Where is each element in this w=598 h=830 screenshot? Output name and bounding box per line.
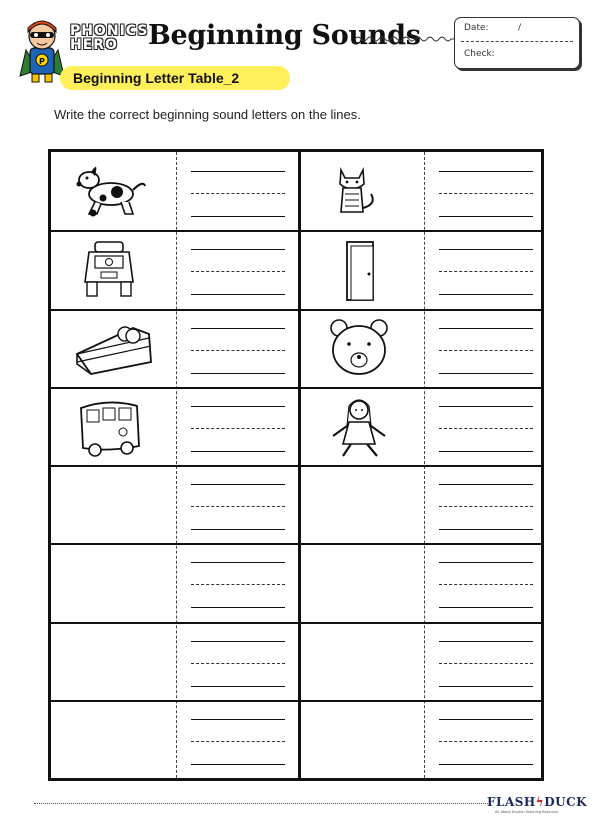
instructions: Write the correct beginning sound letters on the lines. bbox=[54, 107, 361, 122]
left-writing-line-top[interactable] bbox=[191, 249, 285, 250]
right-writing-line-top[interactable] bbox=[439, 249, 533, 250]
lightning-bolt-icon: ϟ bbox=[535, 795, 545, 809]
brand-line-1: PHONICS bbox=[70, 23, 149, 39]
left-writing-line-top[interactable] bbox=[191, 406, 285, 407]
date-box-divider bbox=[461, 41, 573, 42]
right-writing-line-bottom[interactable] bbox=[439, 373, 533, 374]
right-writing-line-bottom[interactable] bbox=[439, 607, 533, 608]
right-writing-line-middle[interactable] bbox=[439, 428, 533, 429]
left-writing-line-bottom[interactable] bbox=[191, 294, 285, 295]
left-writing-line-middle[interactable] bbox=[191, 506, 285, 507]
right-writing-line-top[interactable] bbox=[439, 406, 533, 407]
right-writing-line-middle[interactable] bbox=[439, 741, 533, 742]
svg-text:P: P bbox=[39, 57, 45, 66]
right-writing-line-bottom[interactable] bbox=[439, 529, 533, 530]
right-writing-line-middle[interactable] bbox=[439, 193, 533, 194]
right-writing-line-top[interactable] bbox=[439, 641, 533, 642]
date-slash: / bbox=[518, 23, 522, 33]
right-writing-line-bottom[interactable] bbox=[439, 451, 533, 452]
left-writing-line-bottom[interactable] bbox=[191, 764, 285, 765]
right-writing-line-middle[interactable] bbox=[439, 584, 533, 585]
right-writing-line-bottom[interactable] bbox=[439, 686, 533, 687]
left-writing-line-top[interactable] bbox=[191, 719, 285, 720]
phonics-hero-mascot-icon bbox=[18, 14, 66, 84]
logo-text-left: FLASH bbox=[487, 795, 536, 809]
left-writing-line-middle[interactable] bbox=[191, 193, 285, 194]
worksheet-subtitle: Beginning Letter Table_2 bbox=[73, 70, 240, 86]
right-writing-line-middle[interactable] bbox=[439, 663, 533, 664]
right-writing-line-bottom[interactable] bbox=[439, 764, 533, 765]
flashduck-logo bbox=[487, 795, 587, 809]
doll-picture-icon bbox=[329, 396, 389, 460]
left-writing-line-middle[interactable] bbox=[191, 584, 285, 585]
wavy-line-decoration bbox=[355, 34, 455, 44]
right-writing-line-top[interactable] bbox=[439, 562, 533, 563]
bus-picture-icon bbox=[75, 396, 145, 460]
table-row-divider bbox=[51, 309, 541, 311]
table-row-divider bbox=[51, 465, 541, 467]
date-label: Date: bbox=[464, 23, 489, 33]
right-writing-line-top[interactable] bbox=[439, 328, 533, 329]
door-picture-icon bbox=[341, 238, 381, 304]
left-writing-line-top[interactable] bbox=[191, 484, 285, 485]
table-row-divider bbox=[51, 543, 541, 545]
brand-wordmark bbox=[70, 24, 148, 52]
left-writing-line-middle[interactable] bbox=[191, 741, 285, 742]
logo-text-right: DUCK bbox=[544, 795, 588, 809]
beginning-letter-table bbox=[48, 149, 544, 781]
left-writing-line-bottom[interactable] bbox=[191, 373, 285, 374]
table-row-divider bbox=[51, 230, 541, 232]
left-writing-line-bottom[interactable] bbox=[191, 607, 285, 608]
left-writing-line-bottom[interactable] bbox=[191, 686, 285, 687]
footer-dotted-line bbox=[34, 803, 488, 804]
date-check-box bbox=[454, 17, 580, 69]
page-title: Beginning Sounds bbox=[148, 20, 421, 51]
cat-picture-icon bbox=[331, 162, 381, 218]
right-writing-line-bottom[interactable] bbox=[439, 294, 533, 295]
left-writing-line-middle[interactable] bbox=[191, 663, 285, 664]
pie-picture-icon bbox=[71, 316, 155, 378]
right-writing-line-middle[interactable] bbox=[439, 350, 533, 351]
left-writing-line-top[interactable] bbox=[191, 641, 285, 642]
left-writing-line-bottom[interactable] bbox=[191, 216, 285, 217]
right-writing-line-top[interactable] bbox=[439, 484, 533, 485]
logo-tagline: All About English Teaching Resource bbox=[495, 810, 559, 814]
table-row-divider bbox=[51, 622, 541, 624]
left-writing-line-bottom[interactable] bbox=[191, 529, 285, 530]
check-label: Check: bbox=[464, 49, 495, 59]
table-row-divider bbox=[51, 387, 541, 389]
dog-picture-icon bbox=[73, 158, 149, 220]
taxi-picture-icon bbox=[77, 236, 141, 302]
left-writing-line-top[interactable] bbox=[191, 171, 285, 172]
brand-line-2: HERO bbox=[70, 37, 118, 53]
left-writing-line-middle[interactable] bbox=[191, 271, 285, 272]
table-row-divider bbox=[51, 700, 541, 702]
left-writing-line-middle[interactable] bbox=[191, 350, 285, 351]
right-writing-line-top[interactable] bbox=[439, 171, 533, 172]
left-writing-line-top[interactable] bbox=[191, 328, 285, 329]
right-writing-line-top[interactable] bbox=[439, 719, 533, 720]
right-writing-line-middle[interactable] bbox=[439, 271, 533, 272]
left-writing-line-top[interactable] bbox=[191, 562, 285, 563]
left-writing-line-middle[interactable] bbox=[191, 428, 285, 429]
bear-picture-icon bbox=[327, 316, 393, 380]
right-writing-line-middle[interactable] bbox=[439, 506, 533, 507]
right-writing-line-bottom[interactable] bbox=[439, 216, 533, 217]
left-writing-line-bottom[interactable] bbox=[191, 451, 285, 452]
